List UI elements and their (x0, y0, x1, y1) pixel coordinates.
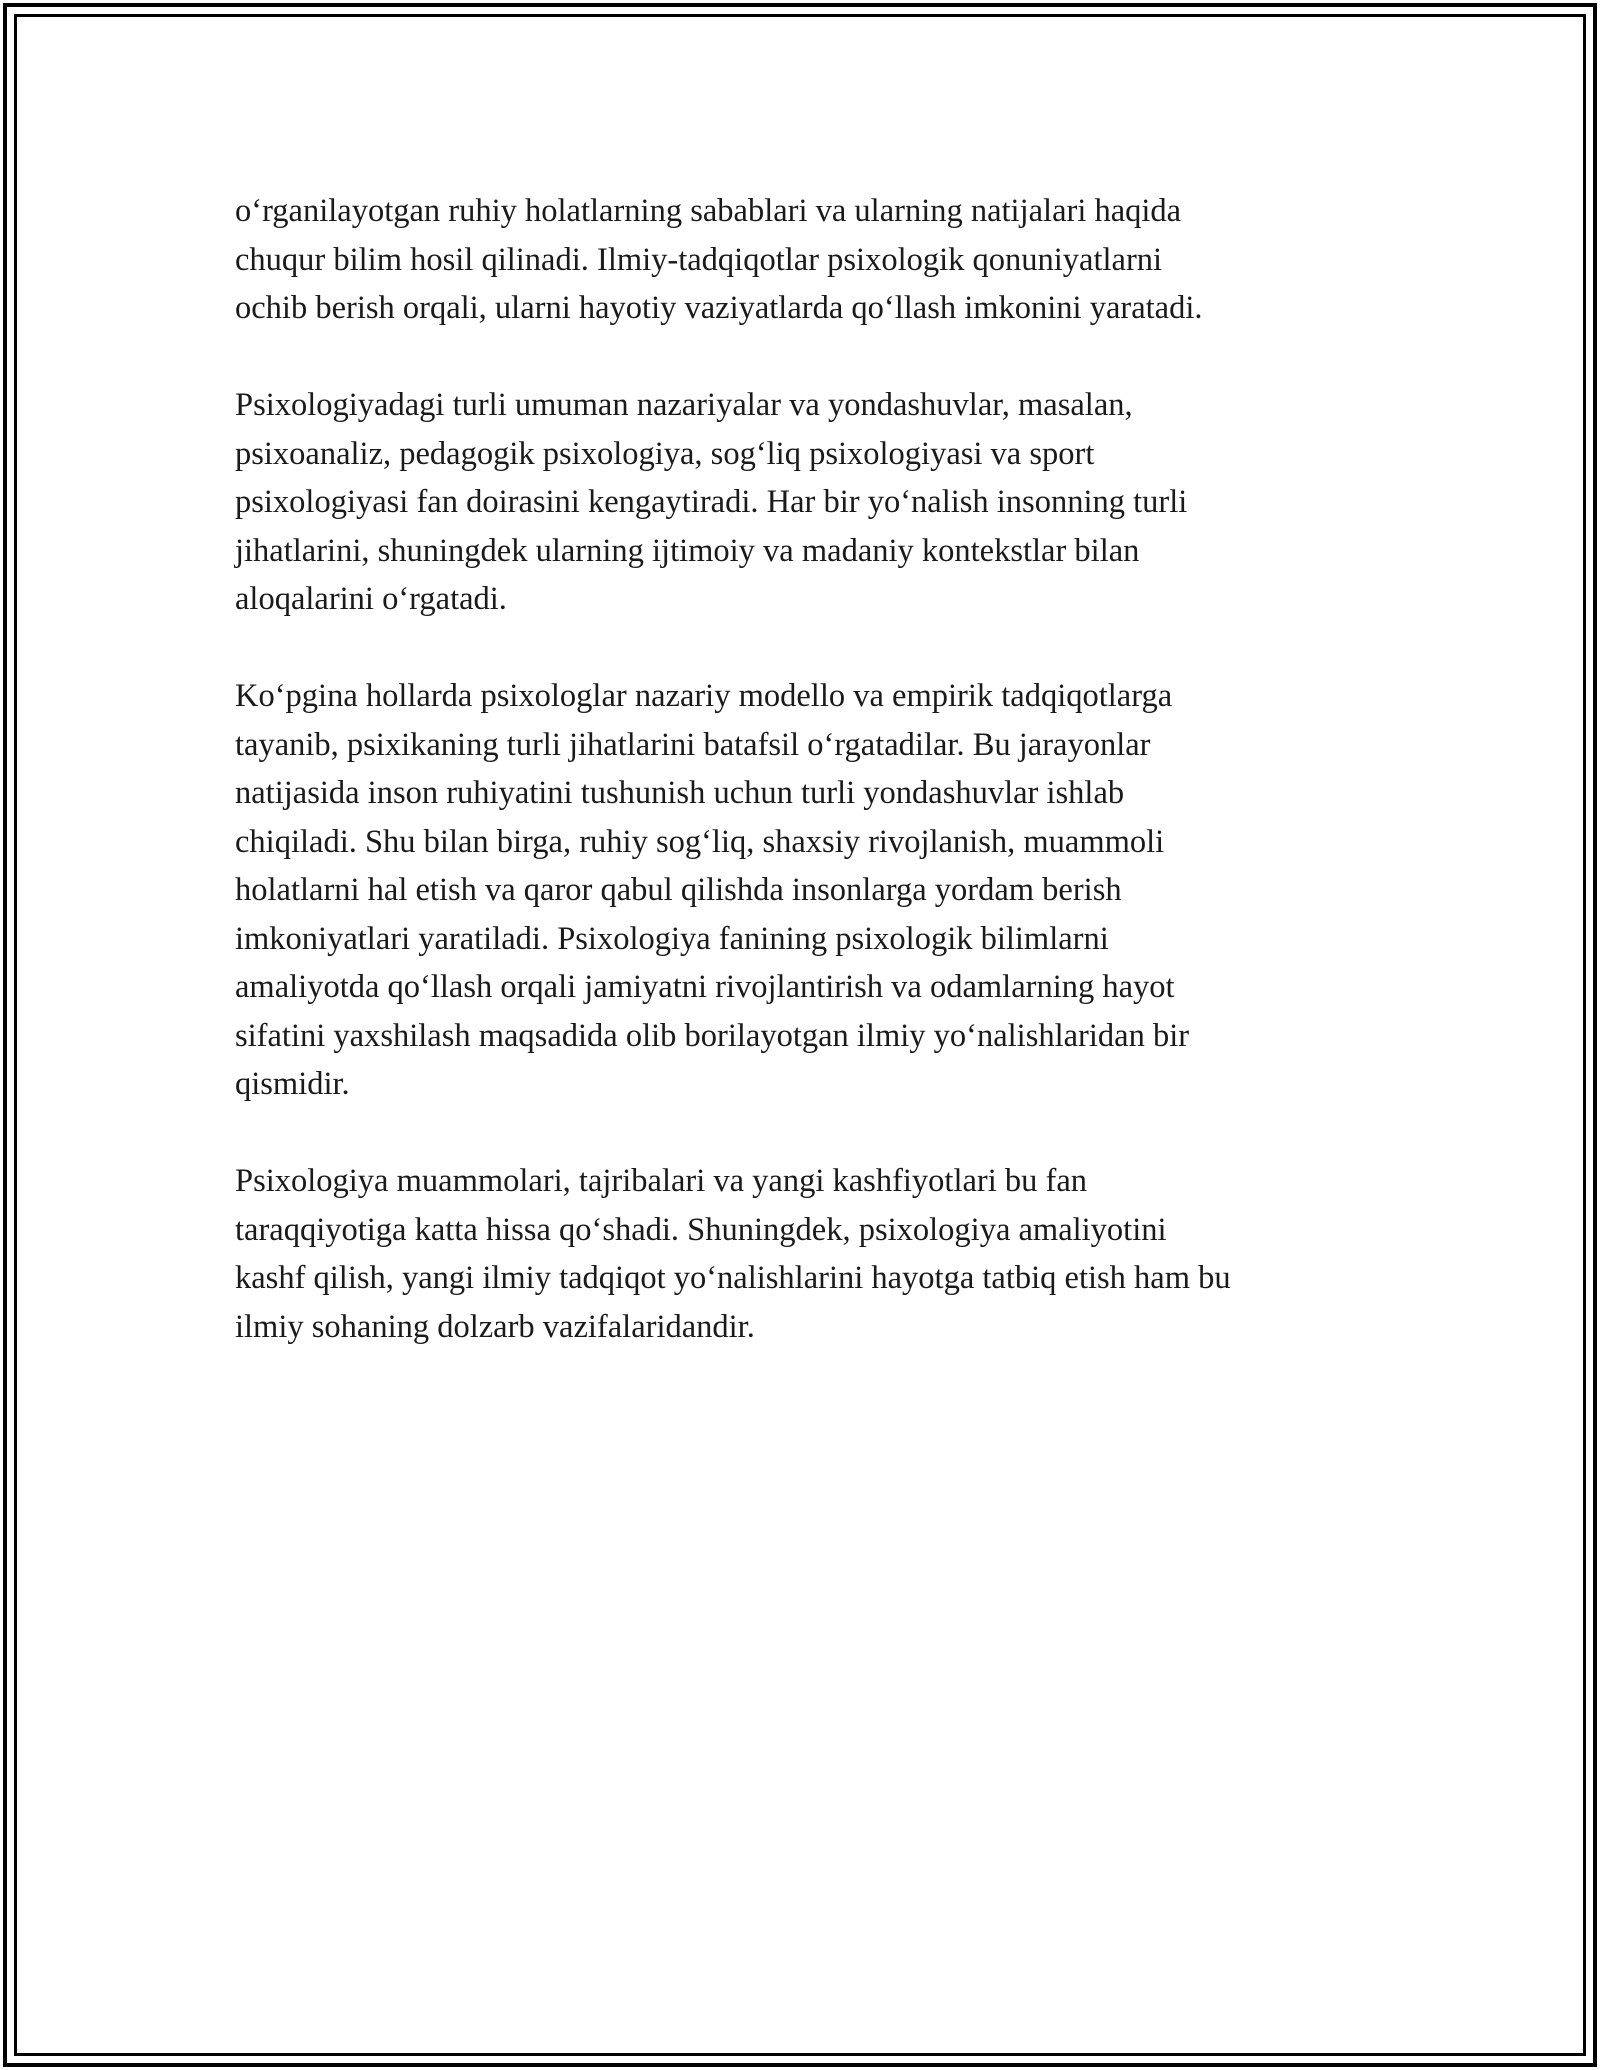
text-line: kashf qilish, yangi ilmiy tadqiqot yo‘nalishlarini hayotga tatbiq etish ham bu (235, 1260, 1231, 1296)
text-line: Psixologiyadagi turli umuman nazariyalar va yondashuvlar, masalan, (235, 387, 1133, 423)
text-line: sifatini yaxshilash maqsadida olib borilayotgan ilmiy yo‘nalishlaridan bir (235, 1017, 1190, 1054)
paragraph-1 (235, 187, 1385, 333)
text-line: o‘rganilayotgan ruhiy holatlarning sabablari va ularning natijalari haqida (235, 193, 1182, 229)
text-line: amaliyotda qo‘llash orqali jamiyatni rivojlantirish va odamlarning hayot (235, 969, 1175, 1005)
text-line: psixoanaliz, pedagogik psixologiya, sog‘liq psixologiyasi va sport (235, 435, 1095, 472)
text-line: imkoniyatlari yaratiladi. Psixologiya fanining psixologik bilimlarni (235, 920, 1109, 957)
text-line: qismidir. (235, 1066, 350, 1102)
paragraph-4 (235, 1157, 1385, 1351)
text-line: aloqalarini o‘rgatadi. (235, 581, 507, 617)
text-line: natijasida inson ruhiyatini tushunish uchun turli yondashuvlar ishlab (235, 775, 1125, 811)
text-line: holatlarni hal etish va qaror qabul qilishda insonlarga yordam berish (235, 872, 1122, 908)
paragraph-2 (235, 381, 1385, 624)
paragraph-3 (235, 672, 1385, 1109)
text-line: Ko‘pgina hollarda psixologlar nazariy modello va empirik tadqiqotlarga (235, 678, 1173, 714)
text-line: taraqqiyotiga katta hissa qo‘shadi. Shuningdek, psixologiya amaliyotini (235, 1211, 1167, 1248)
text-line: ochib berish orqali, ularni hayotiy vaziyatlarda qo‘llash imkonini yaratadi. (235, 290, 1203, 326)
text-line: jihatlarini, shuningdek ularning ijtimoiy va madaniy kontekstlar bilan (235, 532, 1140, 569)
text-line: psixologiyasi fan doirasini kengaytiradi. Har bir yo‘nalish insonning turli (235, 484, 1188, 520)
text-line: Psixologiya muammolari, tajribalari va yangi kashfiyotlari bu fan (235, 1163, 1088, 1199)
text-line: chuqur bilim hosil qilinadi. Ilmiy-tadqiqotlar psixologik qonuniyatlarni (235, 241, 1163, 278)
document-body (235, 187, 1385, 1400)
text-line: tayanib, psixikaning turli jihatlarini batafsil o‘rgatadilar. Bu jarayonlar (235, 726, 1151, 763)
text-line: ilmiy sohaning dolzarb vazifalaridandir. (235, 1308, 755, 1345)
text-line: chiqiladi. Shu bilan birga, ruhiy sog‘liq, shaxsiy rivojlanish, muammoli (235, 823, 1165, 860)
